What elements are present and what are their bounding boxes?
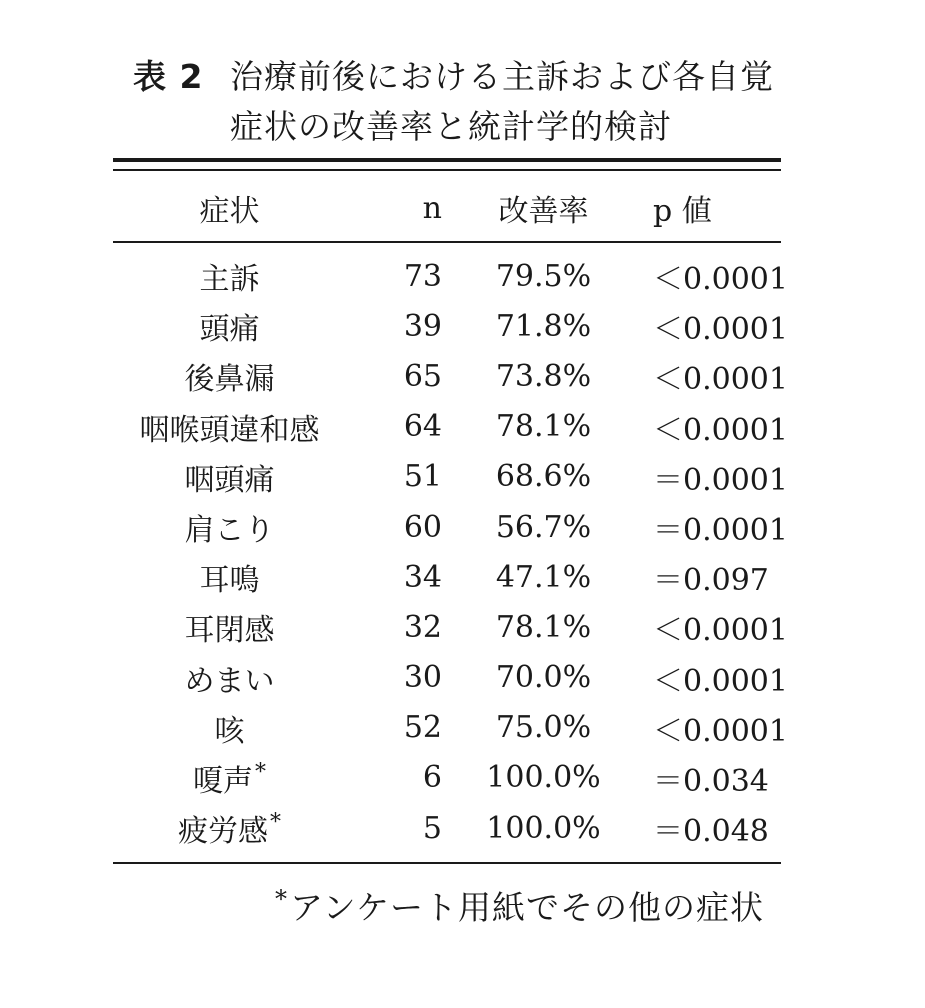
n-cell: 60 bbox=[403, 509, 442, 545]
table-row bbox=[113, 703, 788, 753]
symptom-cell bbox=[113, 455, 346, 499]
footnote bbox=[275, 882, 764, 929]
symptom-cell bbox=[113, 756, 346, 800]
p-value-cell: ＝0.097 bbox=[653, 563, 769, 599]
symptom-label: 咽頭痛 bbox=[184, 462, 275, 498]
footnote-text: アンケート用紙でその他の症状 bbox=[290, 888, 765, 927]
p-value-cell: ＜0.0001 bbox=[653, 713, 788, 749]
header-n: n bbox=[422, 190, 442, 226]
table-row bbox=[113, 251, 788, 301]
symptom-label: 咽喉頭違和感 bbox=[139, 412, 320, 448]
table-body bbox=[113, 251, 788, 853]
header-improvement-rate: 改善率 bbox=[498, 194, 589, 229]
symptom-cell bbox=[113, 304, 346, 348]
n-cell: 51 bbox=[403, 459, 442, 495]
symptom-cell bbox=[113, 706, 346, 750]
symptom-cell bbox=[113, 354, 346, 398]
n-cell: 64 bbox=[403, 409, 442, 445]
p-value-cell: ＝0.048 bbox=[653, 814, 769, 850]
top-thin-rule bbox=[113, 169, 781, 171]
improvement-rate-cell: 47.1% bbox=[495, 559, 592, 595]
p-value-cell: ＜0.0001 bbox=[653, 262, 788, 298]
symptom-cell bbox=[113, 605, 346, 649]
p-value-cell: ＜0.0001 bbox=[653, 312, 788, 348]
n-cell: 52 bbox=[403, 710, 442, 746]
symptom-label: 主訴 bbox=[199, 262, 260, 298]
p-value-cell: ＜0.0001 bbox=[653, 412, 788, 448]
asterisk-marker: * bbox=[270, 810, 281, 836]
p-value-cell: ＝0.0001 bbox=[653, 513, 788, 549]
n-cell: 73 bbox=[403, 258, 442, 294]
p-value-cell: ＝0.0001 bbox=[653, 462, 788, 498]
caption-title-line-1: 治療前後における主訴および各自覚 bbox=[230, 57, 774, 96]
symptom-label: 耳鳴 bbox=[199, 563, 260, 599]
top-thick-rule bbox=[113, 158, 781, 162]
n-cell: 39 bbox=[403, 308, 442, 344]
p-value-cell: ＜0.0001 bbox=[653, 362, 788, 398]
header-p-value: p 値 bbox=[653, 194, 712, 229]
improvement-rate-cell: 79.5% bbox=[495, 258, 592, 294]
table-row bbox=[113, 351, 788, 401]
symptom-label: 疲労感 bbox=[178, 814, 268, 850]
p-value-cell: ＝0.034 bbox=[653, 763, 769, 799]
improvement-rate-cell: 68.6% bbox=[495, 459, 592, 495]
improvement-rate-cell: 73.8% bbox=[495, 358, 592, 394]
symptom-cell bbox=[113, 405, 346, 449]
table-row bbox=[113, 602, 788, 652]
table-number: 表 2 bbox=[133, 57, 204, 96]
symptom-cell bbox=[113, 656, 346, 700]
symptom-label: 頭痛 bbox=[199, 312, 260, 348]
footnote-asterisk: * bbox=[275, 885, 288, 913]
improvement-rate-cell: 78.1% bbox=[495, 409, 592, 445]
symptom-label: 肩こり bbox=[184, 513, 275, 549]
improvement-rate-cell: 70.0% bbox=[495, 660, 592, 696]
table-row bbox=[113, 753, 781, 803]
symptom-label: 耳閉感 bbox=[184, 613, 275, 649]
symptom-label: 咳 bbox=[214, 713, 245, 749]
table-row bbox=[113, 452, 788, 502]
symptom-cell bbox=[113, 806, 346, 850]
symptom-cell bbox=[113, 505, 346, 549]
caption-line-1 bbox=[133, 52, 833, 102]
header-rule bbox=[113, 241, 781, 243]
header-symptom: 症状 bbox=[199, 194, 260, 229]
n-cell: 32 bbox=[403, 609, 442, 645]
symptom-cell bbox=[113, 555, 346, 599]
improvement-rate-cell: 71.8% bbox=[495, 308, 592, 344]
table-row bbox=[113, 803, 781, 853]
n-cell: 65 bbox=[403, 358, 442, 394]
p-value-cell: ＜0.0001 bbox=[653, 613, 788, 649]
n-cell: 30 bbox=[403, 660, 442, 696]
symptom-label: めまい bbox=[184, 663, 275, 699]
asterisk-marker: * bbox=[255, 759, 266, 785]
symptom-cell bbox=[113, 254, 346, 298]
symptom-label: 後鼻漏 bbox=[184, 362, 275, 398]
improvement-rate-cell: 56.7% bbox=[495, 509, 592, 545]
caption-line-2 bbox=[133, 102, 833, 152]
table-header-row bbox=[113, 176, 781, 240]
bottom-rule bbox=[113, 862, 781, 864]
improvement-rate-cell: 78.1% bbox=[495, 609, 592, 645]
table-row bbox=[113, 552, 781, 602]
table-row bbox=[113, 301, 788, 351]
table-caption bbox=[133, 52, 833, 152]
symptom-label: 嗄声 bbox=[193, 763, 253, 799]
improvement-rate-cell: 100.0% bbox=[486, 760, 601, 796]
n-cell: 6 bbox=[422, 760, 442, 796]
improvement-rate-cell: 100.0% bbox=[486, 810, 601, 846]
table-row bbox=[113, 402, 788, 452]
table-row bbox=[113, 502, 788, 552]
n-cell: 5 bbox=[422, 810, 442, 846]
n-cell: 34 bbox=[403, 559, 442, 595]
caption-title-line-2: 症状の改善率と統計学的検討 bbox=[230, 107, 672, 146]
table-row bbox=[113, 653, 788, 703]
improvement-rate-cell: 75.0% bbox=[495, 710, 592, 746]
p-value-cell: ＜0.0001 bbox=[653, 663, 788, 699]
